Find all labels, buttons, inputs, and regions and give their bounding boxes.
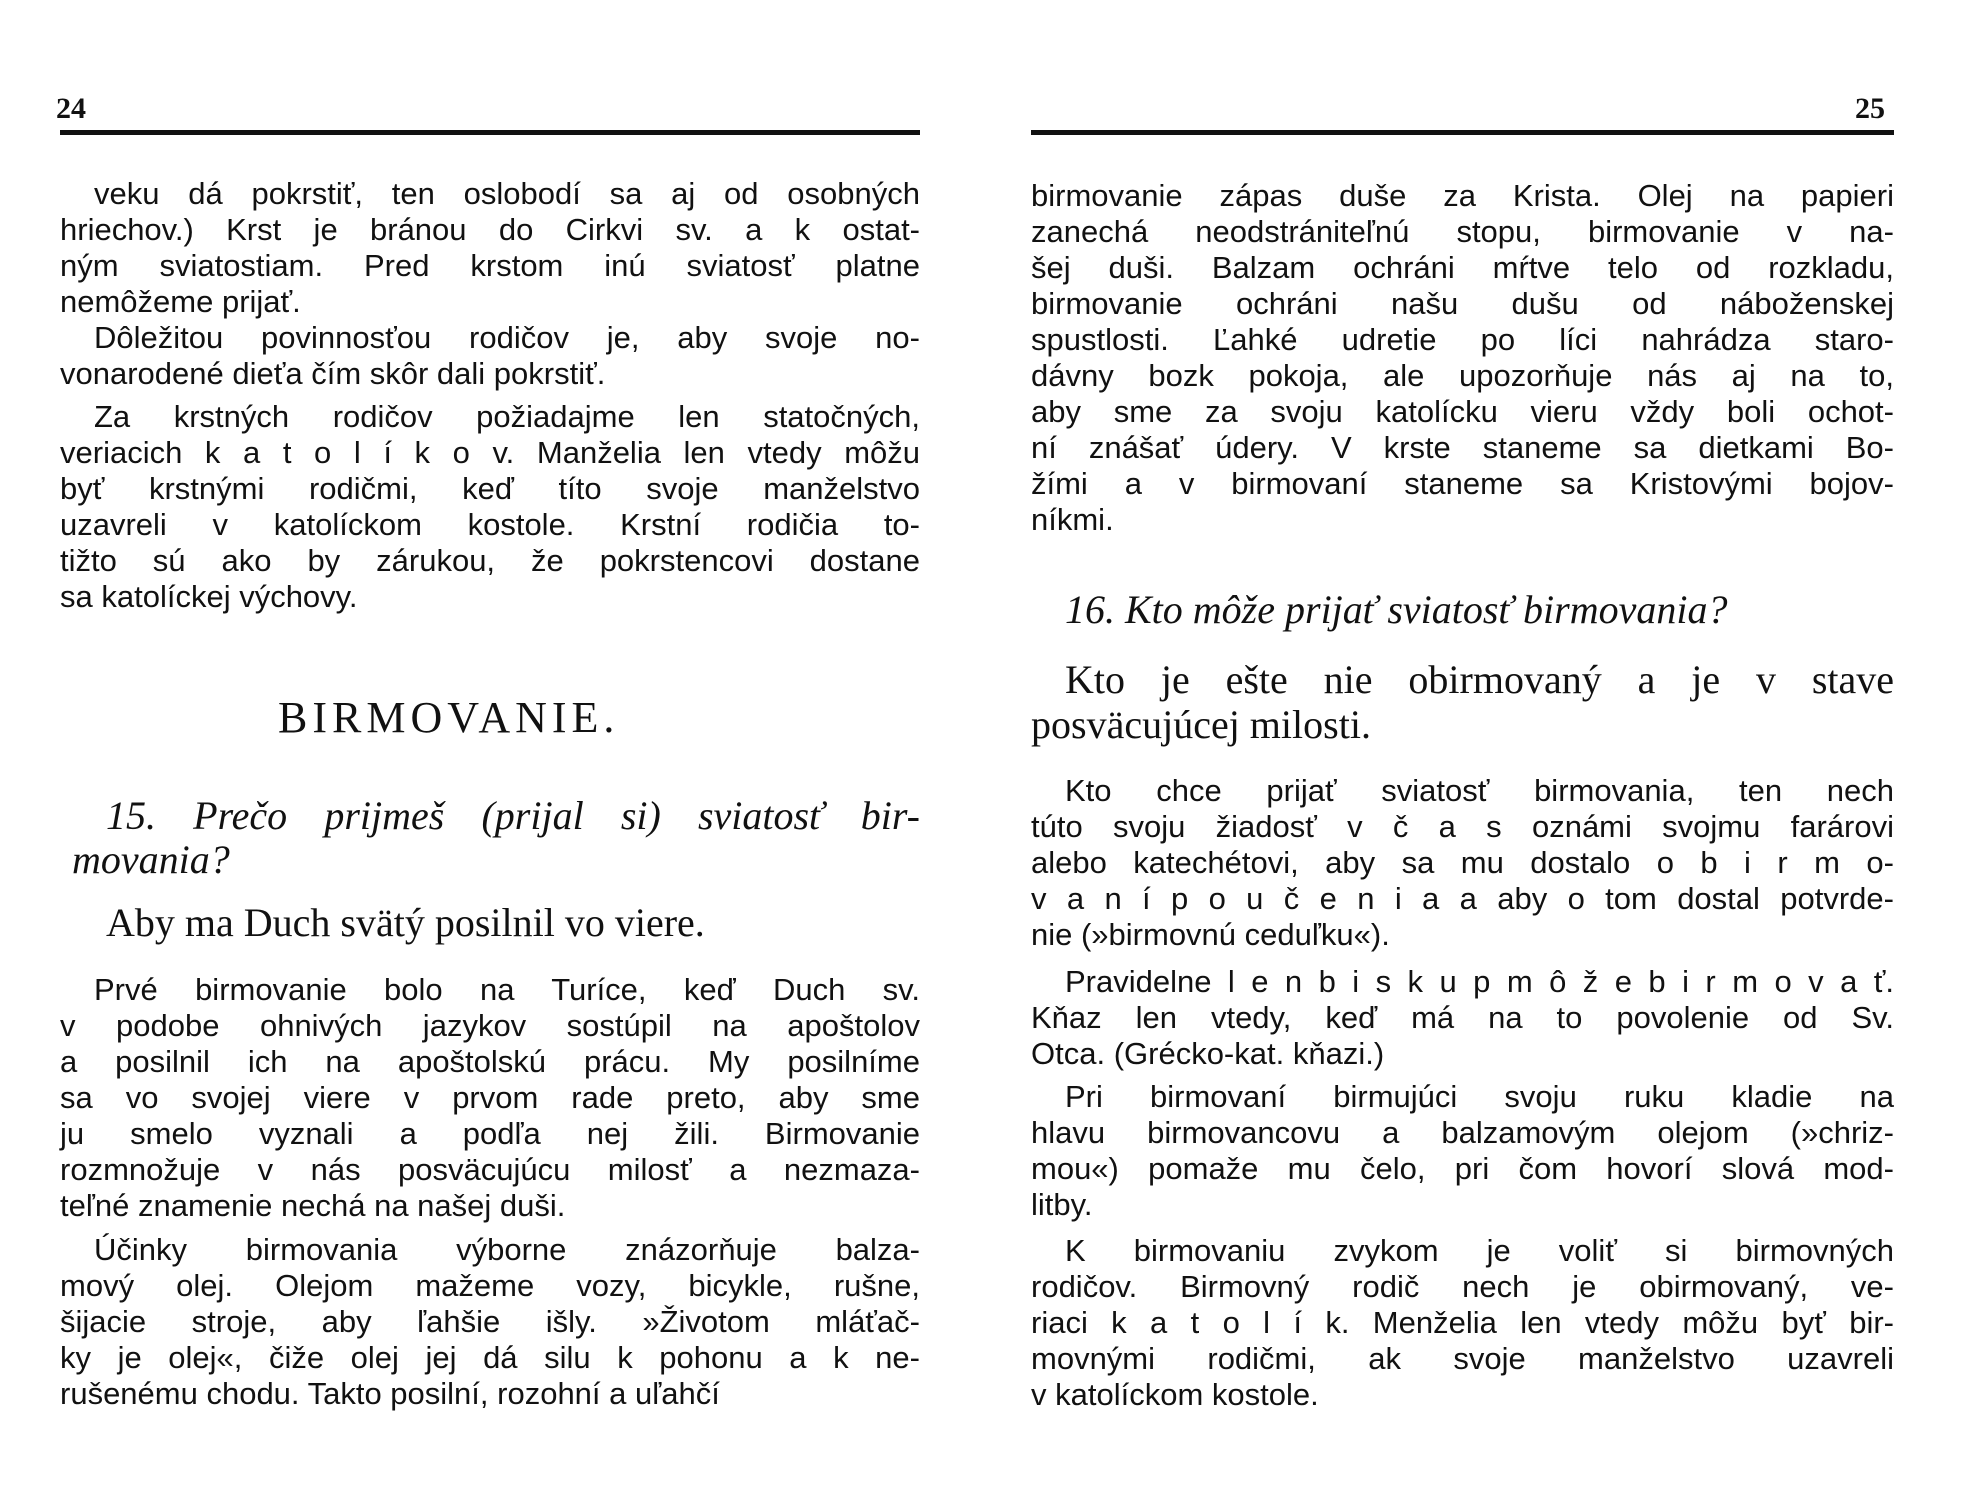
text-line: Pri birmovaní birmujúci svoju ruku kladie na xyxy=(1065,1079,1894,1114)
text-line: a posilnil ich na apoštolskú prácu. My posilníme xyxy=(60,1044,920,1079)
text-line: v a n í p o u č e n i a a aby o tom dostal potvrde- xyxy=(1031,881,1894,916)
text-line: žími a v birmovaní staneme sa Kristovými bojov- xyxy=(1031,466,1894,501)
text-line: Otca. (Grécko-kat. kňazi.) xyxy=(1031,1036,1385,1071)
text-line: Prvé birmovanie bolo na Turíce, keď Duch sv. xyxy=(94,972,920,1007)
text-line: túto svoju žiadosť v č a s oznámi svojmu farárovi xyxy=(1031,809,1894,844)
text-line: Pravidelne l e n b i s k u p m ô ž e b i r m o v a ť. xyxy=(1065,964,1894,999)
text-line: K birmovaniu zvykom je voliť si birmovných xyxy=(1065,1233,1894,1268)
text-line: nie (»birmovnú ceduľku«). xyxy=(1031,917,1390,952)
answer-16 xyxy=(1031,657,1894,747)
paragraph xyxy=(60,399,920,615)
text-line: v podobe ohnivých jazykov sostúpil na apoštolov xyxy=(60,1008,920,1043)
text-line: birmovanie ochráni našu dušu od náboženskej xyxy=(1031,286,1894,321)
text-line: 16. Kto môže prijať sviatosť birmovania? xyxy=(1065,587,1728,632)
text-line: Dôležitou povinnosťou rodičov je, aby svoje no- xyxy=(94,320,920,355)
question-15 xyxy=(72,794,920,882)
paragraph xyxy=(1031,1079,1894,1223)
text-line: birmovanie zápas duše za Krista. Olej na papieri xyxy=(1031,178,1894,213)
text-line: ky je olej«, čiže olej jej dá silu k pohonu a k ne- xyxy=(60,1340,920,1375)
paragraph xyxy=(60,176,920,320)
paragraph xyxy=(60,320,920,392)
paragraph xyxy=(1031,178,1894,538)
text-line: Účinky birmovania výborne znázorňuje balza- xyxy=(94,1232,920,1267)
text-line: mový olej. Olejom mažeme vozy, bicykle, rušne, xyxy=(60,1268,920,1303)
text-line: mou«) pomaže mu čelo, pri čom hovorí slová mod- xyxy=(1031,1151,1894,1186)
text-line: níkmi. xyxy=(1031,502,1114,537)
text-line: vonarodené dieťa čím skôr dali pokrstiť. xyxy=(60,356,606,391)
answer-15 xyxy=(72,900,867,945)
text-line: zanechá neodstrániteľnú stopu, birmovanie v na- xyxy=(1031,214,1894,249)
text-line: hriechov.) Krst je bránou do Cirkvi sv. a k ostat- xyxy=(60,212,920,247)
text-line: ným sviatostiam. Pred krstom inú sviatosť platne xyxy=(60,248,920,283)
text-line: aby sme za svoju katolícku vieru vždy boli ochot- xyxy=(1031,394,1894,429)
paragraph xyxy=(1031,773,1894,953)
page-number-left: 24 xyxy=(56,92,86,125)
text-line: teľné znamenie nechá na našej duši. xyxy=(60,1188,566,1223)
text-line: hlavu birmovancovu a balzamovým olejom (»chriz- xyxy=(1031,1115,1894,1150)
text-line: sa katolíckej výchovy. xyxy=(60,579,358,614)
text-line: Kto je ešte nie obirmovaný a je v stave xyxy=(1065,657,1894,702)
text-line: Kto chce prijať sviatosť birmovania, ten nech xyxy=(1065,773,1894,808)
section-title: BIRMOVANIE. xyxy=(278,693,620,742)
text-line: veku dá pokrstiť, ten oslobodí sa aj od osobných xyxy=(94,176,920,211)
text-line: byť krstnými rodičmi, keď títo svoje manželstvo xyxy=(60,471,920,506)
paragraph xyxy=(60,1232,920,1412)
text-line: uzavreli v katolíckom kostole. Krstní rodičia to- xyxy=(60,507,920,542)
text-line: sa vo svojej viere v prvom rade preto, aby sme xyxy=(60,1080,920,1115)
text-line: ju smelo vyznali a podľa nej žili. Birmovanie xyxy=(60,1116,920,1151)
text-line: Za krstných rodičov požiadajme len statočných, xyxy=(94,399,920,434)
paragraph xyxy=(1031,1233,1894,1413)
text-line: nemôžeme prijať. xyxy=(60,284,301,319)
text-line: movania? xyxy=(72,837,230,882)
text-line: alebo katechétovi, aby sa mu dostalo o b i r m o- xyxy=(1031,845,1894,880)
text-line: movnými rodičmi, ak svoje manželstvo uzavreli xyxy=(1031,1341,1894,1376)
text-line: dávny bozk pokoja, ale upozorňuje nás aj na to, xyxy=(1031,358,1894,393)
text-line: ní znášať údery. V krste staneme sa dietkami Bo- xyxy=(1031,430,1894,465)
text-line: riaci k a t o l í k. Menželia len vtedy môžu byť bir- xyxy=(1031,1305,1894,1340)
text-line: Aby ma Duch svätý posilnil vo viere. xyxy=(106,900,705,945)
paragraph xyxy=(1031,964,1894,1072)
text-line: tižto sú ako by zárukou, že pokrstencovi dostane xyxy=(60,543,920,578)
text-line: 15. Prečo prijmeš (prijal si) sviatosť bir- xyxy=(106,793,920,838)
question-16 xyxy=(1031,588,1894,632)
text-line: rodičov. Birmovný rodič nech je obirmovaný, ve- xyxy=(1031,1269,1894,1304)
text-line: Kňaz len vtedy, keď má na to povolenie od Sv. xyxy=(1031,1000,1894,1035)
page-number-right: 25 xyxy=(1855,92,1885,125)
paragraph xyxy=(60,972,920,1224)
text-line: posväcujúcej milosti. xyxy=(1031,702,1371,747)
text-line: šej duši. Balzam ochráni mŕtve telo od rozkladu, xyxy=(1031,250,1894,285)
header-rule-left xyxy=(60,130,920,135)
text-line: rušenému chodu. Takto posilní, rozohní a uľahčí xyxy=(60,1376,720,1411)
text-line: veriacich k a t o l í k o v. Manželia len vtedy môžu xyxy=(60,435,920,470)
text-line: rozmnožuje v nás posväcujúcu milosť a nezmaza- xyxy=(60,1152,920,1187)
text-line: litby. xyxy=(1031,1187,1093,1222)
text-line: šijacie stroje, aby ľahšie išly. »Životom mláťač- xyxy=(60,1304,920,1339)
text-line: spustlosti. Ľahké udretie po líci nahrádza staro- xyxy=(1031,322,1894,357)
header-rule-right xyxy=(1031,130,1894,135)
text-line: v katolíckom kostole. xyxy=(1031,1377,1319,1412)
